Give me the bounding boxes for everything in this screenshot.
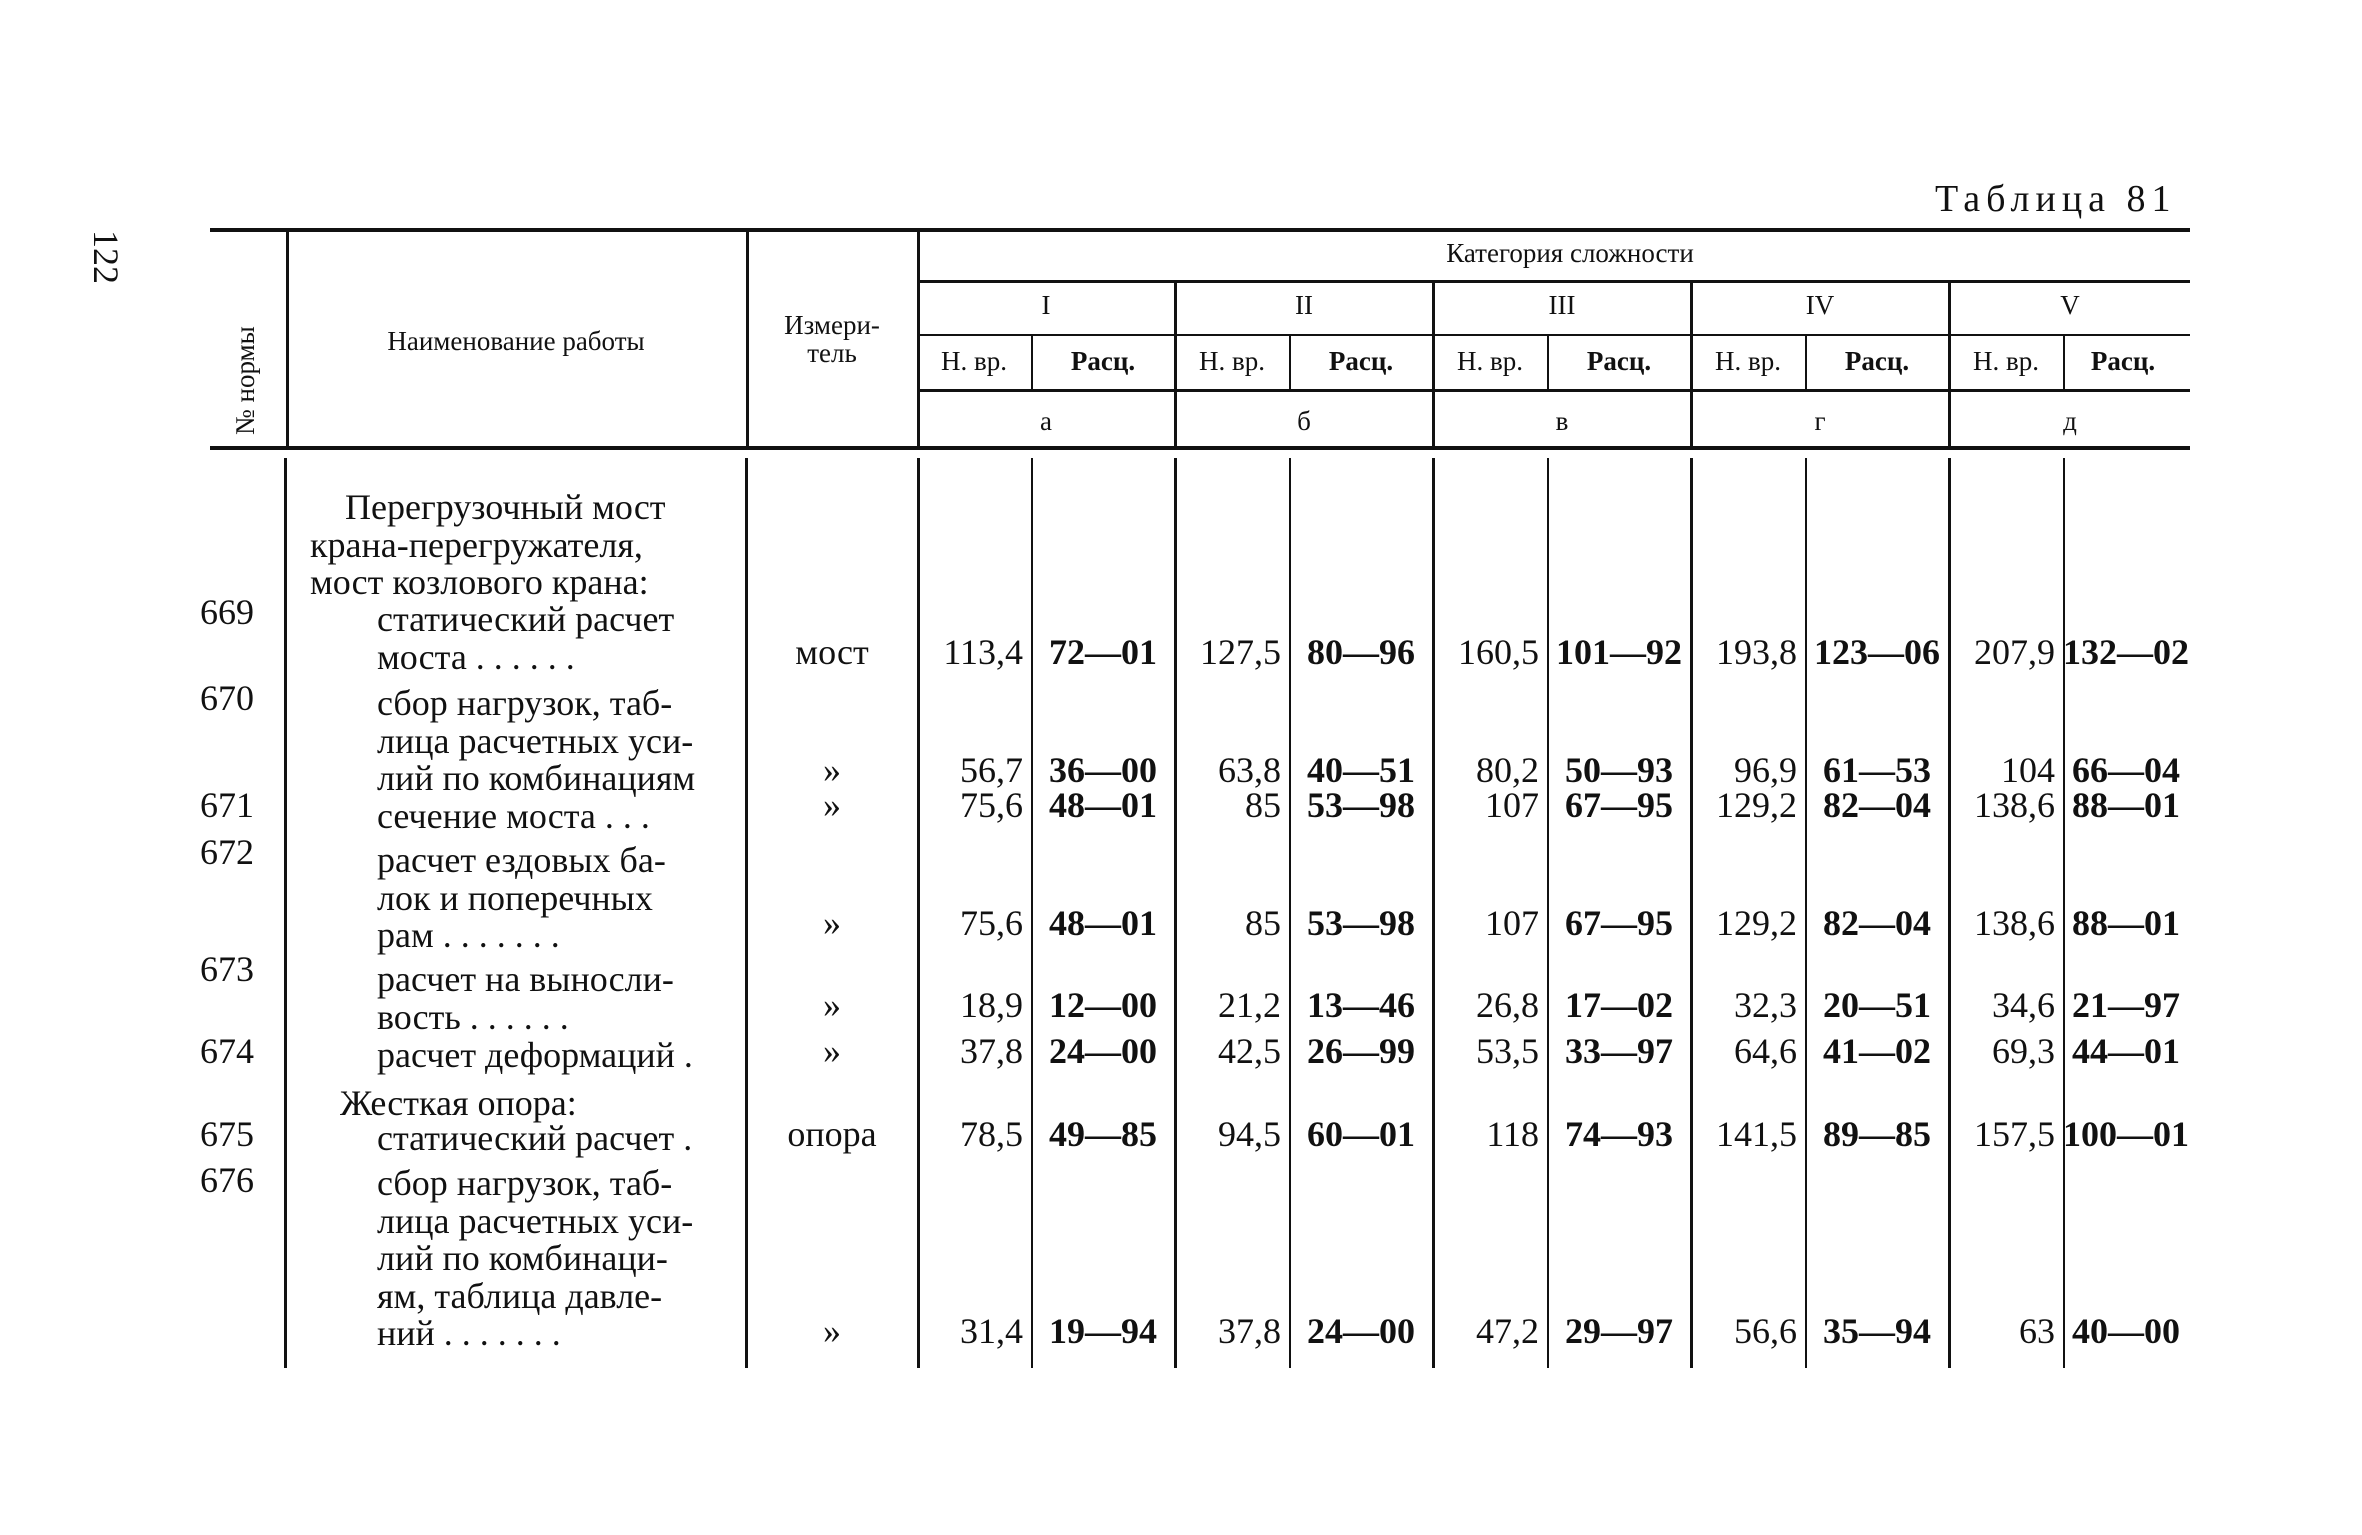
time-norm-cell: 56,6 <box>1734 1311 1797 1351</box>
time-norm-cell: 47,2 <box>1476 1311 1539 1351</box>
col-divider-unit <box>917 232 920 446</box>
header-time: Н. вр. <box>1973 346 2039 376</box>
header-time: Н. вр. <box>1715 346 1781 376</box>
page-number: 122 <box>86 230 126 284</box>
rate-cell: 48—01 <box>1049 903 1157 943</box>
rate-cell: 49—85 <box>1049 1114 1157 1154</box>
table-title: Таблица 81 <box>1935 178 2177 220</box>
unit-cell: » <box>823 1311 841 1351</box>
time-norm-cell: 31,4 <box>960 1311 1023 1351</box>
time-norm-cell: 53,5 <box>1476 1031 1539 1071</box>
header-time: Н. вр. <box>941 346 1007 376</box>
unit-cell: » <box>823 1031 841 1071</box>
norm-number: 672 <box>200 832 254 872</box>
desc-line: лица расчетных уси- <box>377 1200 694 1241</box>
col-divider-no <box>286 232 289 446</box>
body-divider <box>1805 458 1807 1368</box>
header-letter-d: д <box>2063 406 2077 436</box>
header-time: Н. вр. <box>1457 346 1523 376</box>
time-norm-cell: 104 <box>2001 750 2055 790</box>
subcol-divider <box>1031 336 1033 389</box>
rate-cell: 13—46 <box>1307 985 1415 1025</box>
time-norm-cell: 113,4 <box>943 632 1023 672</box>
letters-rule <box>918 389 2190 392</box>
header-category-iv: IV <box>1805 290 1835 320</box>
desc-line: крана-перегружателя, <box>310 524 643 565</box>
rate-cell: 33—97 <box>1565 1031 1673 1071</box>
header-category-iii: III <box>1548 290 1576 320</box>
rate-cell: 35—94 <box>1823 1311 1931 1351</box>
desc-line: сбор нагрузок, таб- <box>377 683 673 723</box>
col-divider-name <box>746 232 749 446</box>
subcol-divider <box>1289 336 1291 389</box>
time-norm-cell: 107 <box>1485 903 1539 943</box>
header-rate: Расц. <box>1844 346 1910 376</box>
time-norm-cell: 107 <box>1485 785 1539 825</box>
header-unit-line2: тель <box>807 338 857 368</box>
work-description <box>310 487 733 602</box>
header-rate: Расц. <box>1070 346 1136 376</box>
header-norm-no: № нормы <box>230 326 260 435</box>
header-bottom-rule <box>210 446 2190 450</box>
time-norm-cell: 34,6 <box>1992 985 2055 1025</box>
time-norm-cell: 80,2 <box>1476 750 1539 790</box>
header-letter-b: б <box>1297 406 1311 436</box>
norm-number: 675 <box>200 1114 254 1154</box>
desc-line: сечение моста . . . <box>377 795 650 836</box>
body-divider <box>1289 458 1291 1368</box>
table-top-rule <box>210 228 2190 232</box>
body-divider <box>2063 458 2065 1368</box>
norm-number: 671 <box>200 785 254 825</box>
desc-line: моста . . . . . . <box>377 636 575 677</box>
rate-cell: 61—53 <box>1823 750 1931 790</box>
rate-cell: 82—04 <box>1823 785 1931 825</box>
norm-number: 673 <box>200 949 254 989</box>
rate-cell: 19—94 <box>1049 1311 1157 1351</box>
desc-line: лица расчетных уси- <box>377 720 694 761</box>
time-norm-cell: 193,8 <box>1716 632 1797 672</box>
norm-number: 676 <box>200 1160 254 1200</box>
header-category-i: I <box>1041 290 1051 320</box>
rate-cell: 80—96 <box>1307 632 1415 672</box>
rate-cell: 89—85 <box>1823 1114 1931 1154</box>
category-rule <box>918 280 2190 283</box>
time-norm-cell: 69,3 <box>1992 1031 2055 1071</box>
header-rate: Расц. <box>1586 346 1652 376</box>
rate-cell: 21—97 <box>2072 985 2180 1025</box>
unit-cell: » <box>823 903 841 943</box>
desc-line: ям, таблица давле- <box>377 1275 663 1316</box>
body-divider <box>745 458 748 1368</box>
col-divider-cat <box>1690 283 1693 446</box>
body-divider <box>1948 458 1951 1368</box>
desc-line: статический расчет <box>377 599 675 639</box>
time-norm-cell: 129,2 <box>1716 785 1797 825</box>
header-category: Категория сложности <box>1446 238 1694 268</box>
work-description <box>340 1085 733 1123</box>
rate-cell: 88—01 <box>2072 903 2180 943</box>
body-divider <box>284 458 287 1368</box>
time-norm-cell: 85 <box>1245 785 1281 825</box>
rate-cell: 41—02 <box>1823 1031 1931 1071</box>
rate-cell: 67—95 <box>1565 903 1673 943</box>
rate-cell: 100—01 <box>2063 1114 2189 1154</box>
header-rate: Расц. <box>1328 346 1394 376</box>
work-description <box>377 961 733 1036</box>
body-divider <box>1031 458 1033 1368</box>
header-work-name: Наименование работы <box>387 326 645 356</box>
body-divider <box>1432 458 1435 1368</box>
unit-cell: » <box>823 750 841 790</box>
header-time: Н. вр. <box>1199 346 1265 376</box>
subcol-divider <box>1805 336 1807 389</box>
rate-cell: 20—51 <box>1823 985 1931 1025</box>
header-letter-v: в <box>1555 406 1569 436</box>
rate-cell: 53—98 <box>1307 903 1415 943</box>
desc-line: расчет деформаций . <box>377 1035 693 1075</box>
desc-line: расчет на выносли- <box>377 959 674 999</box>
col-divider-cat <box>1432 283 1435 446</box>
time-norm-cell: 118 <box>1486 1114 1539 1154</box>
norm-number: 669 <box>200 592 254 632</box>
desc-line: сбор нагрузок, таб- <box>377 1163 673 1203</box>
desc-line: мост козлового крана: <box>310 562 649 602</box>
time-norm-cell: 63,8 <box>1218 750 1281 790</box>
subheader-rule <box>918 334 2190 336</box>
rate-cell: 74—93 <box>1565 1114 1673 1154</box>
time-norm-cell: 141,5 <box>1716 1114 1797 1154</box>
subcol-divider <box>1547 336 1549 389</box>
rate-cell: 101—92 <box>1556 632 1682 672</box>
col-divider-cat <box>1174 283 1177 446</box>
rate-cell: 29—97 <box>1565 1311 1673 1351</box>
desc-line: статический расчет . <box>377 1118 693 1158</box>
time-norm-cell: 127,5 <box>1200 632 1281 672</box>
time-norm-cell: 21,2 <box>1218 985 1281 1025</box>
header-letter-a: а <box>1040 406 1052 436</box>
rate-cell: 48—01 <box>1049 785 1157 825</box>
work-description <box>377 601 733 676</box>
unit-cell: » <box>823 985 841 1025</box>
desc-line: Перегрузочный мост <box>345 487 666 527</box>
time-norm-cell: 75,6 <box>960 903 1023 943</box>
time-norm-cell: 160,5 <box>1458 632 1539 672</box>
time-norm-cell: 207,9 <box>1974 632 2055 672</box>
rate-cell: 24—00 <box>1049 1031 1157 1071</box>
rate-cell: 24—00 <box>1307 1311 1415 1351</box>
time-norm-cell: 37,8 <box>960 1031 1023 1071</box>
norm-number: 670 <box>200 678 254 718</box>
rate-cell: 40—51 <box>1307 750 1415 790</box>
header-letter-g: г <box>1814 406 1826 436</box>
norm-number: 674 <box>200 1031 254 1071</box>
rate-cell: 72—01 <box>1049 632 1157 672</box>
time-norm-cell: 75,6 <box>960 785 1023 825</box>
body-divider <box>1690 458 1693 1368</box>
time-norm-cell: 26,8 <box>1476 985 1539 1025</box>
work-description <box>377 842 733 955</box>
desc-line: ний . . . . . . . <box>377 1313 561 1353</box>
rate-cell: 50—93 <box>1565 750 1673 790</box>
rate-cell: 36—00 <box>1049 750 1157 790</box>
body-divider <box>1547 458 1549 1368</box>
unit-cell: мост <box>795 632 869 672</box>
rate-cell: 12—00 <box>1049 985 1157 1025</box>
rate-cell: 123—06 <box>1814 632 1940 672</box>
subcol-divider <box>2063 336 2065 389</box>
unit-cell: » <box>823 785 841 825</box>
time-norm-cell: 37,8 <box>1218 1311 1281 1351</box>
desc-line: лок и поперечных <box>377 877 653 918</box>
time-norm-cell: 138,6 <box>1974 785 2055 825</box>
rate-cell: 132—02 <box>2063 632 2189 672</box>
time-norm-cell: 96,9 <box>1734 750 1797 790</box>
rate-cell: 60—01 <box>1307 1114 1415 1154</box>
time-norm-cell: 32,3 <box>1734 985 1797 1025</box>
desc-line: лий по комбинаци- <box>377 1238 668 1278</box>
header-category-ii: II <box>1295 290 1313 320</box>
time-norm-cell: 129,2 <box>1716 903 1797 943</box>
time-norm-cell: 63 <box>2019 1311 2055 1351</box>
time-norm-cell: 18,9 <box>960 985 1023 1025</box>
header-category-v: V <box>2060 290 2080 320</box>
rate-cell: 40—00 <box>2072 1311 2180 1351</box>
desc-line: расчет ездовых ба- <box>377 840 666 880</box>
rate-cell: 88—01 <box>2072 785 2180 825</box>
time-norm-cell: 78,5 <box>960 1114 1023 1154</box>
rate-cell: 26—99 <box>1307 1031 1415 1071</box>
time-norm-cell: 42,5 <box>1218 1031 1281 1071</box>
unit-cell: опора <box>787 1114 877 1154</box>
time-norm-cell: 85 <box>1245 903 1281 943</box>
col-divider-cat <box>1948 283 1951 446</box>
desc-line: рам . . . . . . . <box>377 915 560 955</box>
rate-cell: 66—04 <box>2072 750 2180 790</box>
time-norm-cell: 56,7 <box>960 750 1023 790</box>
work-description <box>377 1165 733 1353</box>
time-norm-cell: 157,5 <box>1974 1114 2055 1154</box>
body-divider <box>917 458 920 1368</box>
rate-cell: 53—98 <box>1307 785 1415 825</box>
work-description <box>377 1120 733 1158</box>
body-divider <box>1174 458 1177 1368</box>
rate-cell: 82—04 <box>1823 903 1931 943</box>
rate-cell: 17—02 <box>1565 985 1673 1025</box>
time-norm-cell: 138,6 <box>1974 903 2055 943</box>
header-unit-line1: Измери- <box>784 310 880 340</box>
time-norm-cell: 94,5 <box>1218 1114 1281 1154</box>
rate-cell: 44—01 <box>2072 1031 2180 1071</box>
work-description <box>377 1037 733 1075</box>
header-rate: Расц. <box>2090 346 2156 376</box>
time-norm-cell: 64,6 <box>1734 1031 1797 1071</box>
desc-line: вость . . . . . . <box>377 996 569 1037</box>
desc-line: Жесткая опора: <box>340 1083 577 1123</box>
work-description <box>377 685 733 835</box>
rate-cell: 67—95 <box>1565 785 1673 825</box>
desc-line: лий по комбинациям <box>377 758 696 798</box>
